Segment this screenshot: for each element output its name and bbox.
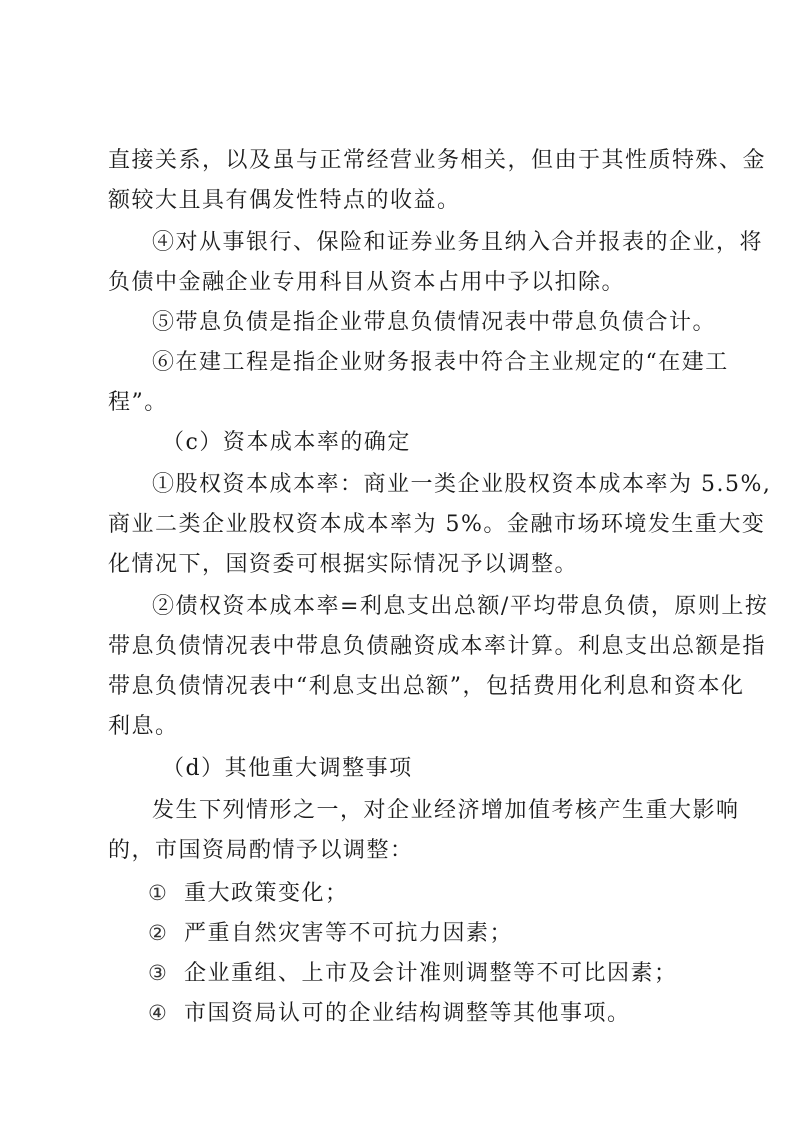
list-number: ③ — [148, 961, 169, 985]
list-item — [148, 958, 738, 989]
list-item-text: 市国资局认可的企业结构调整等其他事项。 — [184, 1001, 631, 1026]
body-text-line: 利息。 — [108, 714, 179, 739]
body-text-line: 直接关系，以及虽与正常经营业务相关，但由于其性质特殊、金 — [108, 148, 767, 173]
paragraph-adjustment-line: 发生下列情形之一，对企业经济增加值考核产生重大影响 — [152, 798, 740, 823]
body-text-line: 程”。 — [108, 390, 168, 415]
paragraph-item-5-line: ⑤带息负债是指企业带息负债情况表中带息负债合计。 — [152, 310, 717, 335]
body-text-line: 商业二类企业股权资本成本率为 5%。金融市场环境发生重大变 — [108, 512, 766, 537]
list-number: ① — [148, 881, 169, 905]
body-text-line: 带息负债情况表中“利息支出总额”，包括费用化利息和资本化 — [108, 674, 745, 699]
section-heading-c: （c）资本成本率的确定 — [162, 430, 411, 455]
body-text-line: 化情况下，国资委可根据实际情况予以调整。 — [108, 552, 579, 577]
list-item — [148, 918, 738, 949]
list-item — [148, 878, 738, 909]
body-text-line: 负债中金融企业专用科目从资本占用中予以扣除。 — [108, 270, 626, 295]
paragraph-item-4-line: ④对从事银行、保险和证券业务且纳入合并报表的企业，将 — [152, 230, 764, 255]
body-text-line: 的，市国资局酌情予以调整： — [108, 838, 414, 863]
list-number: ② — [148, 921, 169, 945]
paragraph-equity-cost-line: ①股权资本成本率：商业一类企业股权资本成本率为 5.5%, — [152, 472, 772, 497]
paragraph-debt-cost-line: ②债权资本成本率=利息支出总额/平均带息负债，原则上按 — [152, 594, 769, 619]
section-heading-d: （d）其他重大调整事项 — [162, 756, 413, 781]
body-text-line: 额较大且具有偶发性特点的收益。 — [108, 188, 461, 213]
list-item — [148, 998, 738, 1029]
list-item-text: 重大政策变化； — [184, 881, 349, 906]
paragraph-item-6-line: ⑥在建工程是指企业财务报表中符合主业规定的“在建工 — [152, 350, 729, 375]
list-item-text: 严重自然灾害等不可抗力因素； — [184, 921, 514, 946]
list-number: ④ — [148, 1001, 169, 1025]
body-text-line: 带息负债情况表中带息负债融资成本率计算。利息支出总额是指 — [108, 634, 767, 659]
list-item-text: 企业重组、上市及会计准则调整等不可比因素； — [184, 961, 678, 986]
